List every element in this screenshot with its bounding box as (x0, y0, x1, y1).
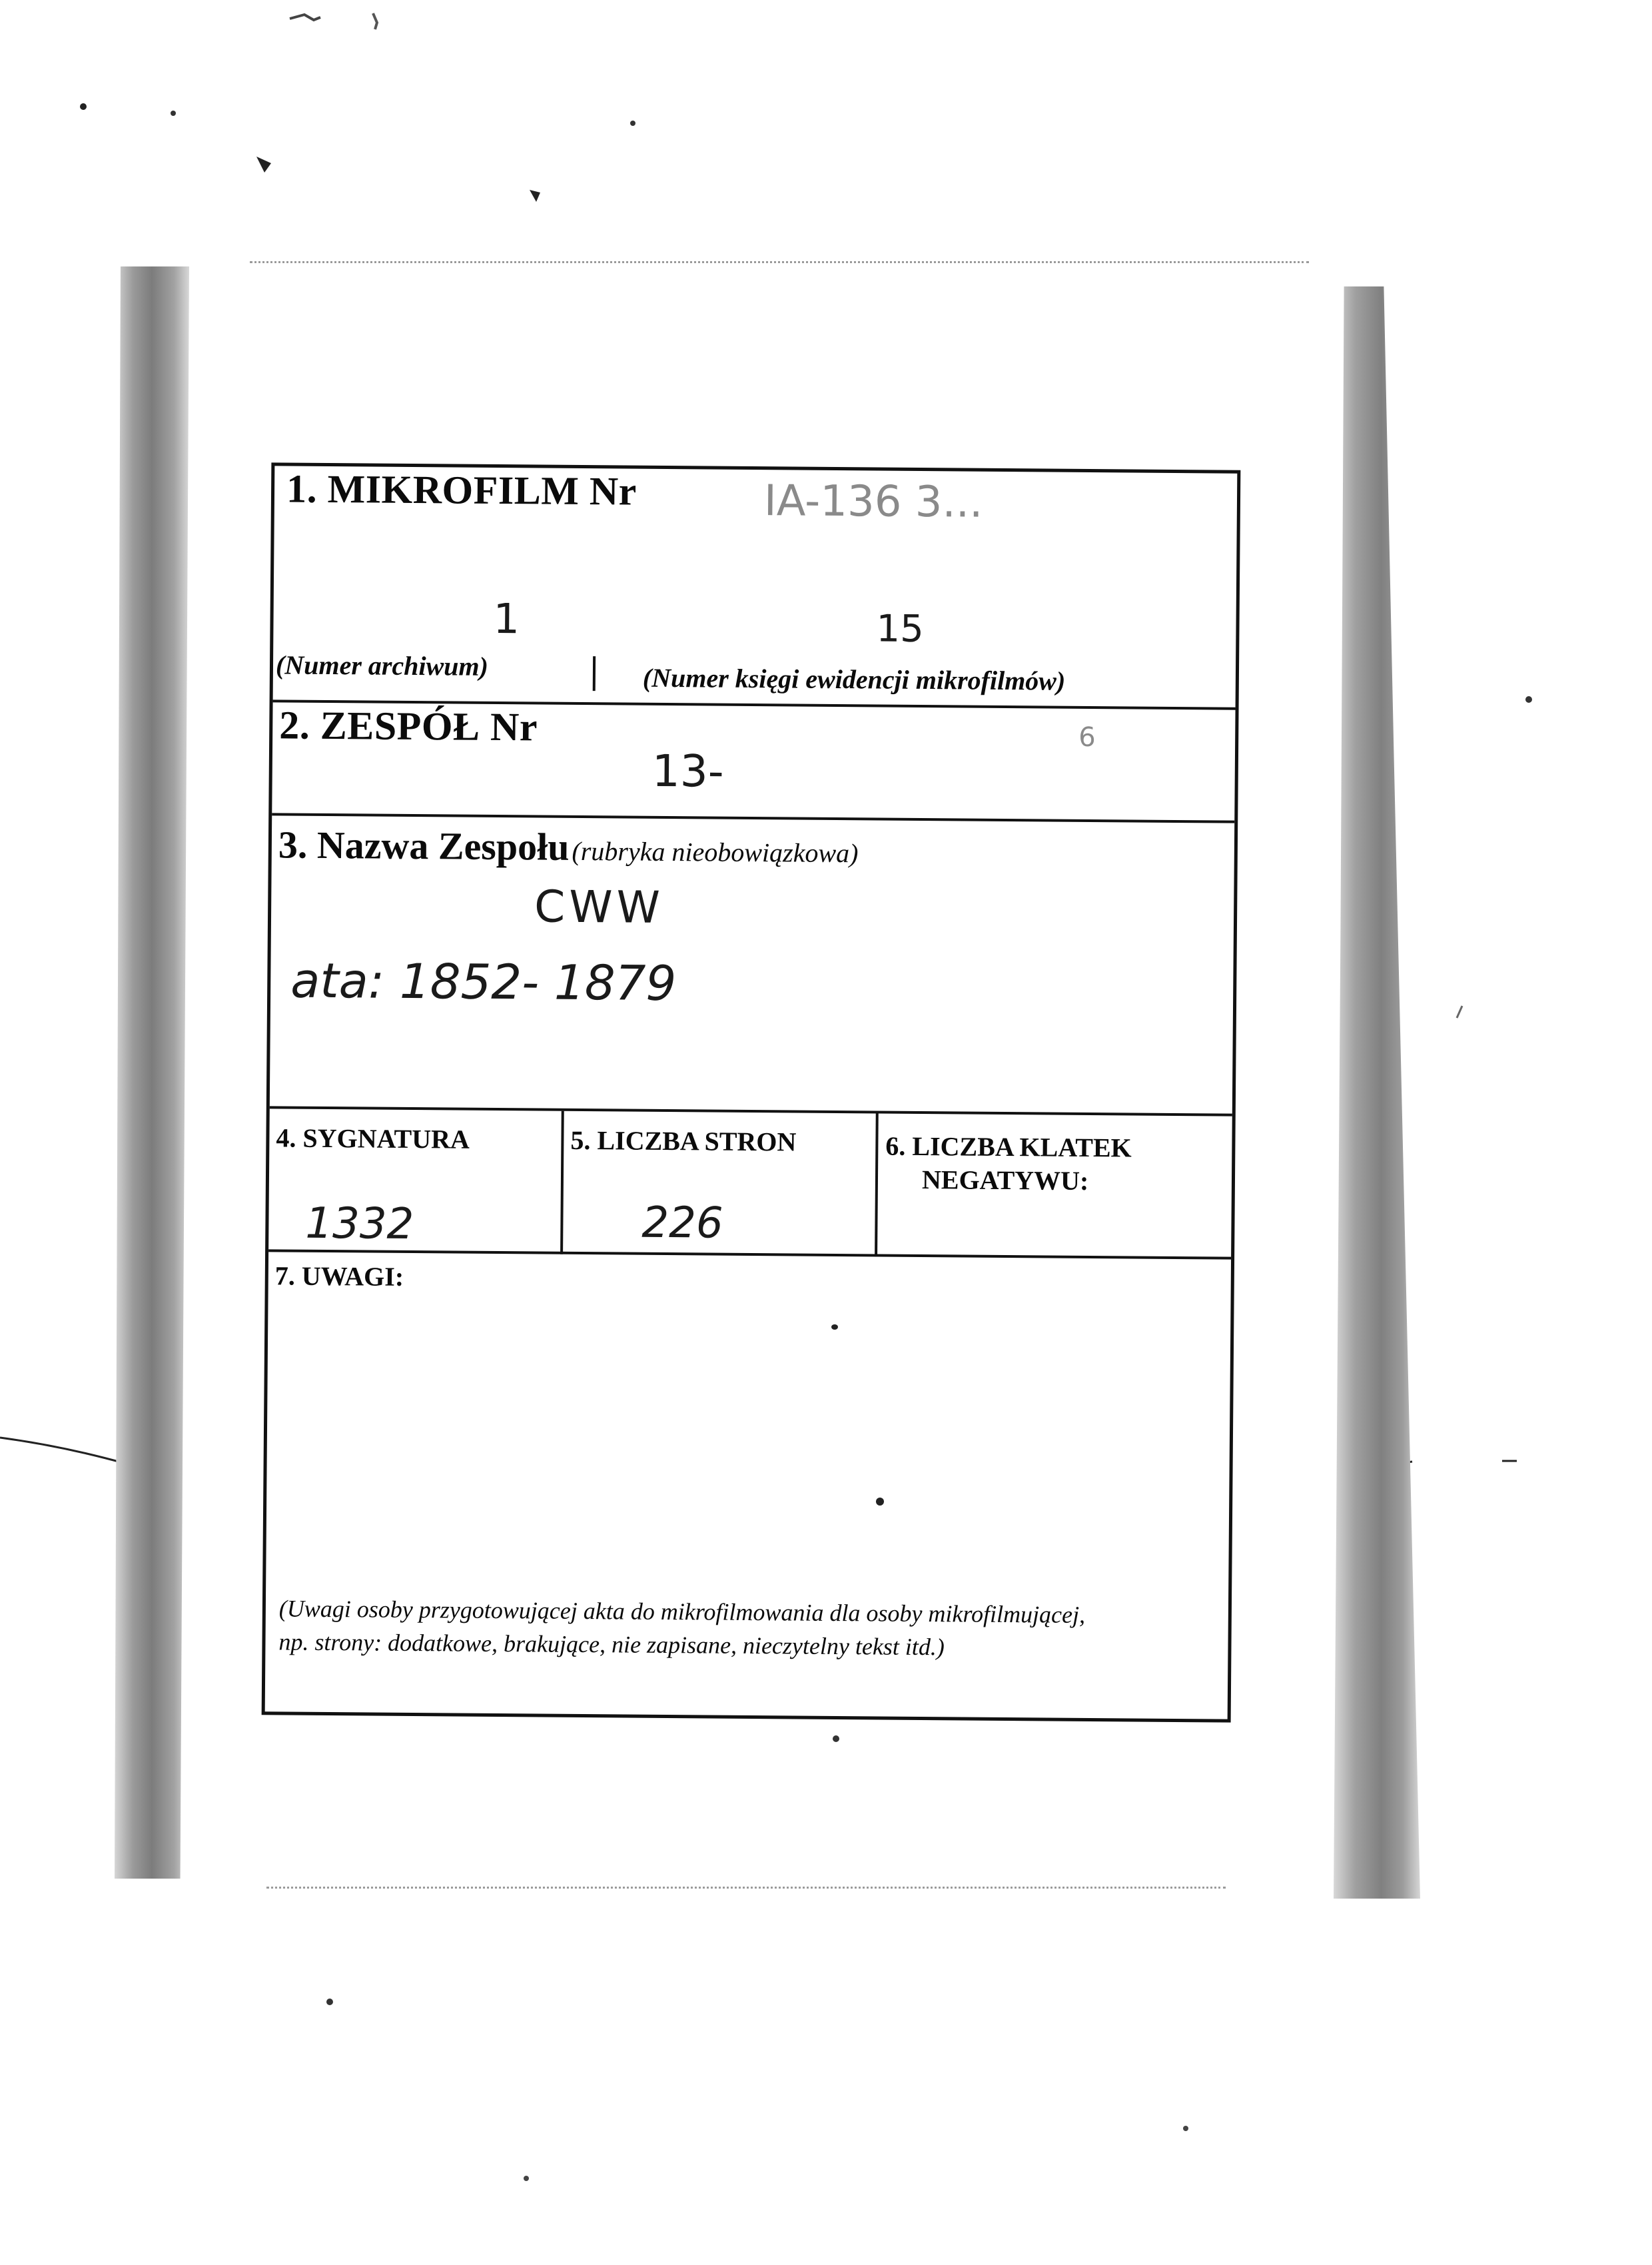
scan-dot (876, 1498, 884, 1506)
register-number-value: 15 (876, 607, 924, 652)
signature-value: 1332 (305, 1198, 414, 1250)
scan-dot (831, 1324, 838, 1330)
archive-number-caption: (Numer archiwum) (275, 650, 489, 681)
paper-edge-bottom (266, 1887, 1226, 1889)
paper-edge-top (250, 261, 1309, 263)
fonds-name-section (270, 815, 1234, 1116)
column-divider-2 (875, 1113, 879, 1256)
remarks-label: 7. UWAGI: (274, 1260, 404, 1292)
fonds-number-label: 2. ZESPÓŁ Nr (279, 703, 538, 749)
signature-label: 4. SYGNATURA (276, 1123, 470, 1154)
fonds-name-heading (278, 822, 859, 871)
frame-count-label-line2: NEGATYWU: (921, 1164, 1089, 1196)
microfilm-number-section (273, 466, 1238, 709)
column-divider-1 (560, 1111, 564, 1254)
fonds-name-label: 3. Nazwa Zespołu (278, 823, 570, 869)
microfilm-number-label: 1. MIKROFILM Nr (286, 466, 637, 514)
archive-number-value: 1 (493, 594, 520, 644)
fonds-name-value: CWW (534, 881, 665, 933)
fonds-name-note: (rubryka nieobowiązkowa) (572, 835, 859, 869)
page-count-label: 5. LICZBA STRON (570, 1125, 797, 1157)
film-edge-left (115, 266, 189, 1879)
fonds-date-range: ata: 1852- 1879 (290, 952, 677, 1012)
fonds-number-section (272, 702, 1235, 823)
remarks-section (265, 1252, 1231, 1719)
remarks-instructions-line1: (Uwagi osoby przygotowującej akta do mikrofilmowania dla osoby mikrofilmującej, (278, 1595, 1086, 1628)
fonds-number-mark: 6 (1078, 721, 1096, 753)
frame-count-label-line1: 6. LICZBA KLATEK (885, 1131, 1132, 1163)
details-section (268, 1109, 1232, 1259)
fonds-number-value: 13- (651, 745, 724, 797)
register-number-caption: (Numer księgi ewidencji mikrofilmów) (642, 662, 1066, 696)
microfilm-number-value: IA-136 3... (763, 476, 983, 528)
caption-divider (593, 656, 596, 691)
page-count-value: 226 (641, 1198, 723, 1248)
microfilm-form-card (262, 462, 1241, 1722)
remarks-instructions-line2: np. strony: dodatkowe, brakujące, nie zapisane, nieczytelny tekst itd.) (278, 1628, 945, 1661)
